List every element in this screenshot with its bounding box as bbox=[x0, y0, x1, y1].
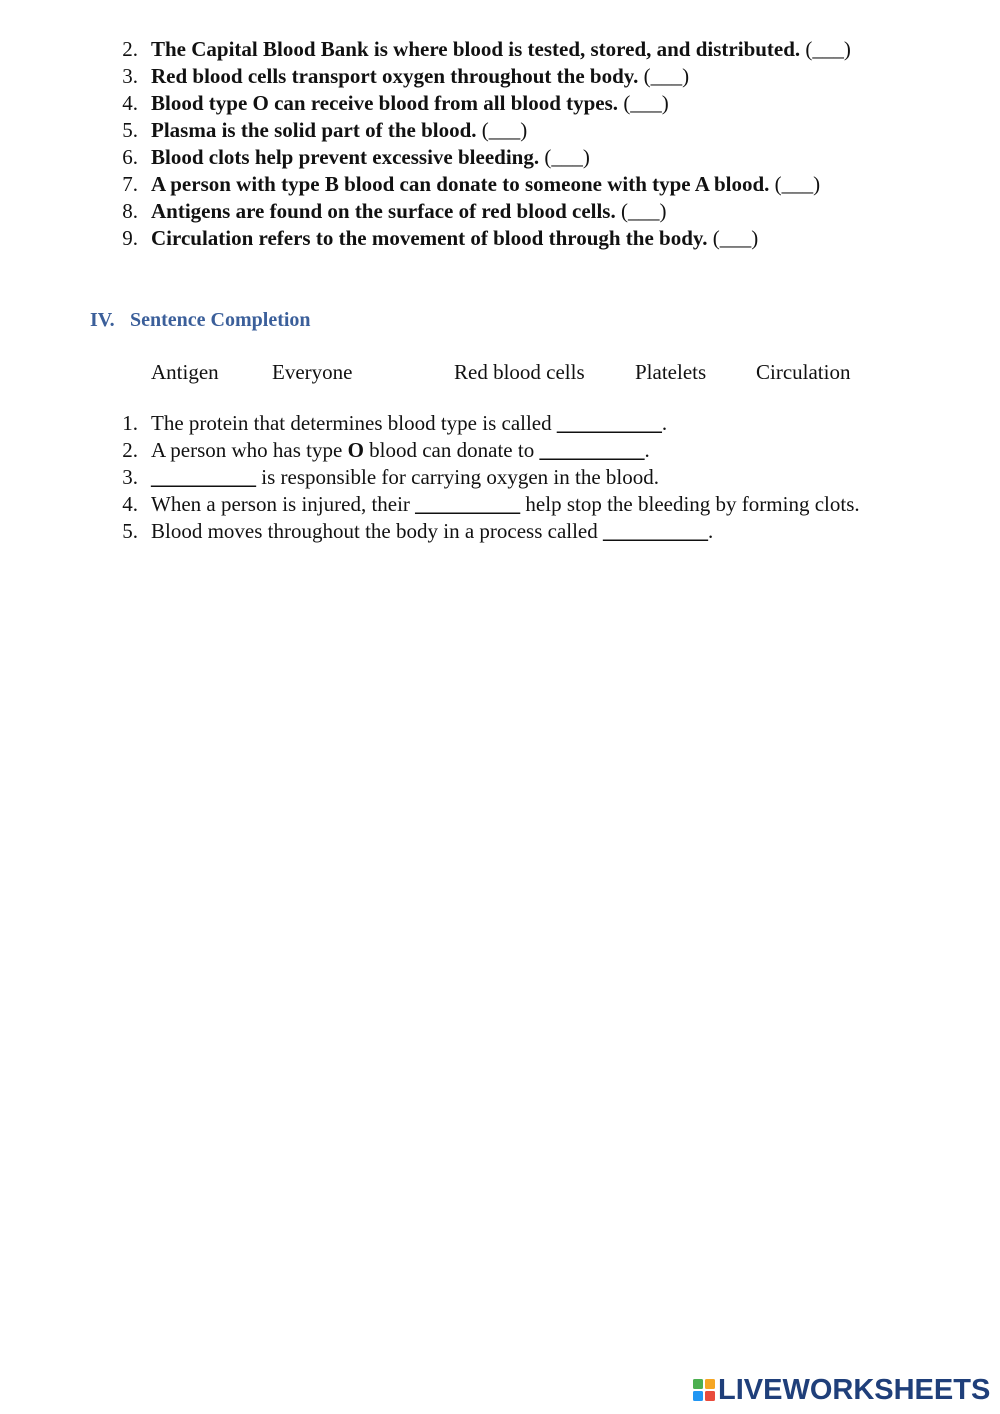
sentence-text: Blood moves throughout the body in a process called bbox=[151, 519, 604, 543]
list-item bbox=[0, 518, 1000, 545]
item-number: 7. bbox=[122, 172, 138, 196]
section-heading bbox=[90, 309, 311, 332]
statement: Antigens are found on the surface of red blood cells. bbox=[151, 199, 616, 223]
section-number: IV. bbox=[90, 309, 115, 331]
fill-blank[interactable]: __________ bbox=[151, 465, 256, 489]
sentence-text: . bbox=[708, 519, 714, 543]
sentence-text: blood can donate to bbox=[363, 438, 540, 462]
fill-blank[interactable]: __________ bbox=[603, 519, 709, 543]
word-bank-item: Circulation bbox=[756, 360, 851, 384]
statement: Red blood cells transport oxygen throughout the body. bbox=[151, 64, 639, 88]
answer-blank[interactable]: (___) bbox=[544, 145, 590, 169]
item-number: 3. bbox=[122, 64, 138, 88]
word-bank-item: Red blood cells bbox=[454, 360, 585, 384]
item-number: 4. bbox=[122, 91, 138, 115]
bold-text: O bbox=[347, 438, 364, 462]
item-number: 5. bbox=[122, 519, 138, 543]
list-item bbox=[0, 410, 1000, 437]
list-item bbox=[0, 225, 1000, 252]
list-item bbox=[0, 144, 1000, 171]
statement: Plasma is the solid part of the blood. bbox=[151, 118, 477, 142]
statement: The Capital Blood Bank is where blood is tested, stored, and distributed. bbox=[151, 37, 801, 61]
statement: Blood type O can receive blood from all blood types. bbox=[151, 91, 619, 115]
answer-blank[interactable]: (___) bbox=[805, 37, 851, 61]
sentence-completion-list bbox=[0, 410, 1000, 545]
list-item bbox=[0, 117, 1000, 144]
liveworksheets-logo[interactable] bbox=[692, 1374, 990, 1406]
list-item bbox=[0, 171, 1000, 198]
statement: Blood clots help prevent excessive bleeding. bbox=[151, 145, 540, 169]
item-number: 2. bbox=[122, 37, 138, 61]
answer-blank[interactable]: (___) bbox=[774, 172, 821, 196]
word-bank-item: Antigen bbox=[151, 360, 219, 384]
answer-blank[interactable]: (___) bbox=[481, 118, 528, 142]
fill-blank[interactable]: __________ bbox=[539, 438, 645, 462]
word-bank-item: Everyone bbox=[272, 360, 353, 384]
answer-blank[interactable]: (___) bbox=[623, 91, 669, 115]
answer-blank[interactable]: (___) bbox=[643, 64, 690, 88]
item-number: 4. bbox=[122, 492, 138, 516]
list-item bbox=[0, 437, 1000, 464]
statement: Circulation refers to the movement of blood through the body. bbox=[151, 226, 708, 250]
sentence-text: is responsible for carrying oxygen in the blood. bbox=[256, 465, 659, 489]
item-number: 1. bbox=[122, 411, 138, 435]
list-item bbox=[0, 36, 1000, 63]
section-title: Sentence Completion bbox=[130, 309, 311, 331]
list-item bbox=[0, 63, 1000, 90]
item-number: 5. bbox=[122, 118, 138, 142]
item-number: 3. bbox=[122, 465, 138, 489]
true-false-list bbox=[0, 36, 1000, 252]
item-number: 8. bbox=[122, 199, 138, 223]
liveworksheets-logo-icon bbox=[692, 1377, 716, 1403]
list-item bbox=[0, 464, 1000, 491]
fill-blank[interactable]: __________ bbox=[415, 492, 521, 516]
item-number: 6. bbox=[122, 145, 138, 169]
fill-blank[interactable]: __________ bbox=[556, 411, 662, 435]
sentence-text: The protein that determines blood type is called bbox=[151, 411, 557, 435]
statement: A person with type B blood can donate to someone with type A blood. bbox=[151, 172, 770, 196]
answer-blank[interactable]: (___) bbox=[712, 226, 759, 250]
sentence-text: help stop the bleeding by forming clots. bbox=[520, 492, 860, 516]
answer-blank[interactable]: (___) bbox=[620, 199, 667, 223]
word-bank bbox=[0, 360, 1000, 388]
item-number: 2. bbox=[122, 438, 138, 462]
sentence-text: . bbox=[644, 438, 650, 462]
sentence-text: . bbox=[661, 411, 668, 435]
sentence-text: When a person is injured, their bbox=[151, 492, 416, 516]
item-number: 9. bbox=[122, 226, 138, 250]
list-item bbox=[0, 491, 1000, 518]
word-bank-item: Platelets bbox=[635, 360, 707, 384]
list-item bbox=[0, 90, 1000, 117]
sentence-text: A person who has type bbox=[151, 438, 348, 462]
logo-text: LIVEWORKSHEETS bbox=[718, 1373, 991, 1406]
list-item bbox=[0, 198, 1000, 225]
